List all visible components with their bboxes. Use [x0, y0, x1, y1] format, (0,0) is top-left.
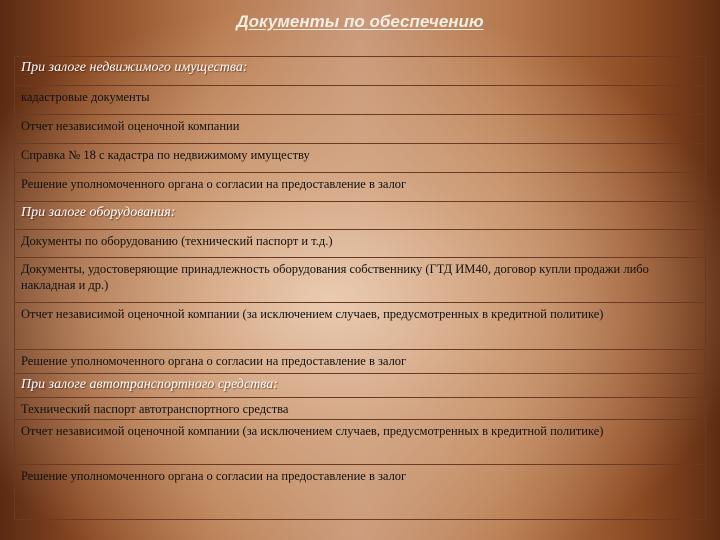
- section-header-equipment: При залоге оборудования:: [15, 202, 705, 230]
- table-row: Решение уполномоченного органа о согласии на предоставление в залог: [15, 350, 705, 374]
- table-row: Документы, удостоверяющие принадлежность оборудования собственнику (ГТД ИМ40, договор купли продажи либо накладная и др.): [15, 258, 705, 303]
- section-header-real-estate: При залоге недвижимого имущества:: [15, 57, 705, 86]
- table-row: Технический паспорт автотранспортного средства: [15, 398, 705, 420]
- table-row: Решение уполномоченного органа о согласии на предоставление в залог: [21, 469, 407, 483]
- table-row: Документы по оборудованию (технический паспорт и т.д.): [15, 230, 705, 258]
- table-row: Справка № 18 с кадастра по недвижимому имуществу: [15, 144, 705, 173]
- table-row: Отчет независимой оценочной компании (за исключением случаев, предусмотренных в кредитной политике): [15, 303, 705, 350]
- table-row: Отчет независимой оценочной компании: [15, 115, 705, 144]
- table-row: Решение уполномоченного органа о согласии на предоставление в залог: [15, 173, 705, 202]
- documents-table: [14, 56, 706, 520]
- section-header-vehicle: При залоге автотранспортного средства:: [15, 374, 705, 398]
- table-row: кадастровые документы: [15, 86, 705, 115]
- page-title: Документы по обеспечению: [236, 12, 484, 31]
- table-row: Отчет независимой оценочной компании (за исключением случаев, предусмотренных в кредитной политике): [15, 420, 705, 465]
